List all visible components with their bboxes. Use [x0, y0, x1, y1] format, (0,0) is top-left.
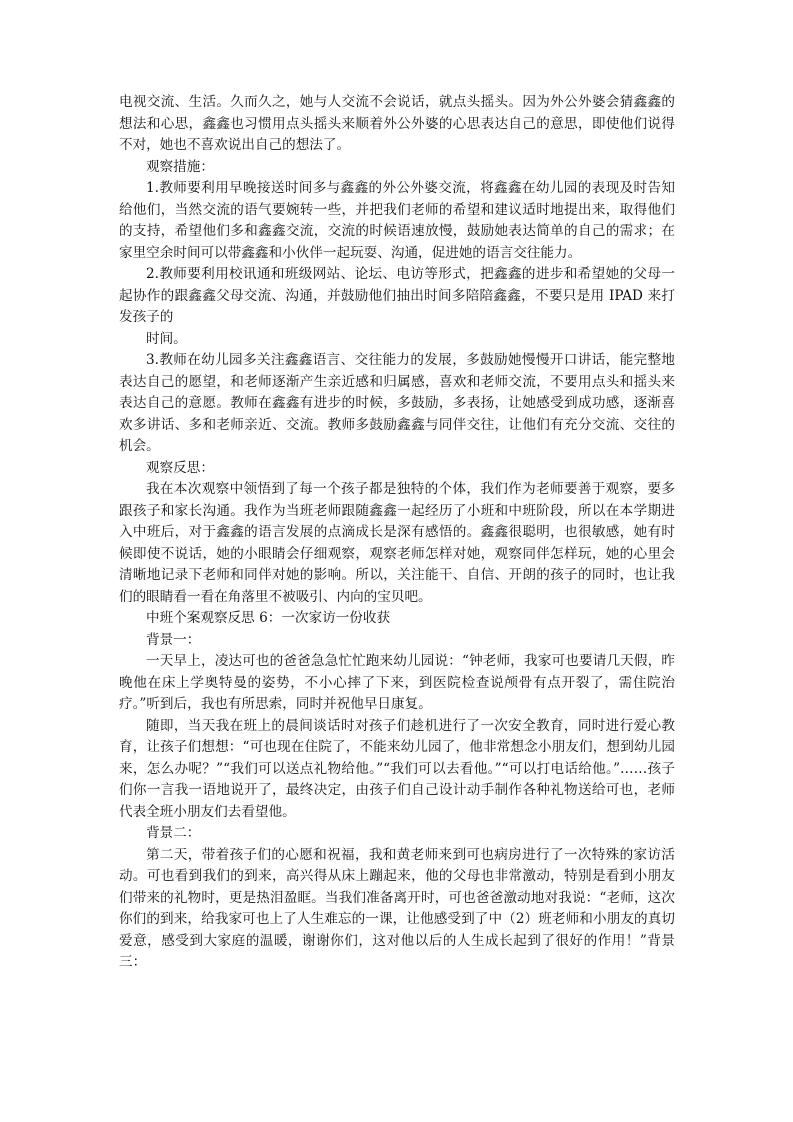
heading-observation-measures: 观察措施：: [146, 158, 214, 175]
paragraph-background-1: 一天早上，凌达可也的爸爸急急忙忙跑来幼儿园说：“钟老师，我家可也要请几天假，昨晚他在床上学奥特曼的姿势，不小心摔了下来，到医院检查说颅骨有点开裂了，需住院治疗。”听到后，我也有所思索，同时并祝他早日康复。: [119, 653, 675, 712]
paragraph-background-1-cont: 随即，当天我在班上的晨间谈话时对孩子们趁机进行了一次安全教育，同时进行爱心教育，让孩子们想想：“可也现在住院了，不能来幼儿园了，他非常想念小朋友们，想到幼儿园来，怎么办呢？”“我们可以送点礼物给他。”“我们可以去看他。”“可以打电话给他。”……孩子们你一言我一语地说开了，最终决定，由孩子们自己设计动手制作各种礼物送给可也，老师代表全班小朋友们去看望他。: [119, 717, 675, 820]
paragraph-reflection: 我在本次观察中领悟到了每一个孩子都是独特的个体，我们作为老师要善于观察，要多跟孩子和家长沟通。我作为当班老师跟随鑫鑫一起经历了小班和中班阶段，所以在本学期进入中班后，对于鑫鑫的语言发展的点滴成长是深有感悟的。鑫鑫很聪明，也很敏感，她有时候即使不说话，她的小眼睛会仔细观察，观察老师怎样对她，观察同伴怎样玩，她的心里会清晰地记录下老师和同伴对她的影响。所以，关注能干、自信、开朗的孩子的同时，也让我们的眼睛看一看在角落里不被吸引、内向的宝贝吧。: [119, 481, 675, 605]
paragraph-intro: 电视交流、生活。久而久之，她与人交流不会说话，就点头摇头。因为外公外婆会猜鑫鑫的想法和心思，鑫鑫也习惯用点头摇头来顺着外公外婆的心思表达自己的意思，即使他们说得不对，她也不喜欢说出自己的想法了。: [119, 94, 675, 153]
heading-background-1: 背景一：: [146, 631, 201, 648]
paragraph-measure-2: 2.教师要利用校讯通和班级网站、论坛、电访等形式，把鑫鑫的进步和希望她的父母一起协作的跟鑫鑫父母交流、沟通，并鼓励他们抽出时间多陪陪鑫鑫，不要只是用 IPAD 来打发孩子的: [119, 266, 675, 325]
heading-background-2: 背景二：: [146, 825, 201, 841]
paragraph-measure-3: 3.教师在幼儿园多关注鑫鑫语言、交往能力的发展，多鼓励她慢慢开口讲话，能完整地表达自己的愿望，和老师逐渐产生亲近感和归属感，喜欢和老师交流，不要用点头和摇头来表达自己的意愿。教师在鑫鑫有进步的时候，多鼓励，多表扬，让她感受到成功感，逐渐喜欢多讲话、多和老师亲近、交流。教师多鼓励鑫鑫与同伴交往，让他们有充分交流、交往的机会。: [119, 352, 675, 454]
paragraph-background-2: 第二天，带着孩子们的心愿和祝福，我和黄老师来到可也病房进行了一次特殊的家访活动。可也看到我们的到来，高兴得从床上蹦起来，他的父母也非常激动，特别是看到小朋友们带来的礼物时，更是热泪盈眶。当我们准备离开时，可也爸爸激动地对我说：“老师，这次你们的到来，给我家可也上了人生难忘的一课，让他感受到了中（2）班老师和小朋友的真切爱意，感受到大家庭的温暖，谢谢你们，这对他以后的人生成长起到了很好的作用！”背景三：: [119, 846, 675, 970]
paragraph-measure-1: 1.教师要利用早晚接送时间多与鑫鑫的外公外婆交流，将鑫鑫在幼儿园的表现及时告知给他们，当然交流的语气要婉转一些，并把我们老师的希望和建议适时地提出来，取得他们的支持，希望他们多和鑫鑫交流，交流的时候语速放慢，鼓励她表达简单的自己的需求；在家里空余时间可以带鑫鑫和小伙伴一起玩耍、沟通，促进她的语言交往能力。: [119, 180, 675, 261]
document-body: [119, 92, 675, 974]
heading-observation-reflection: 观察反思：: [146, 459, 214, 476]
section-title-case-6: 中班个案观察反思 6：一次家访一份收获: [146, 610, 391, 626]
paragraph-measure-2-cont: 时间。: [146, 330, 187, 347]
